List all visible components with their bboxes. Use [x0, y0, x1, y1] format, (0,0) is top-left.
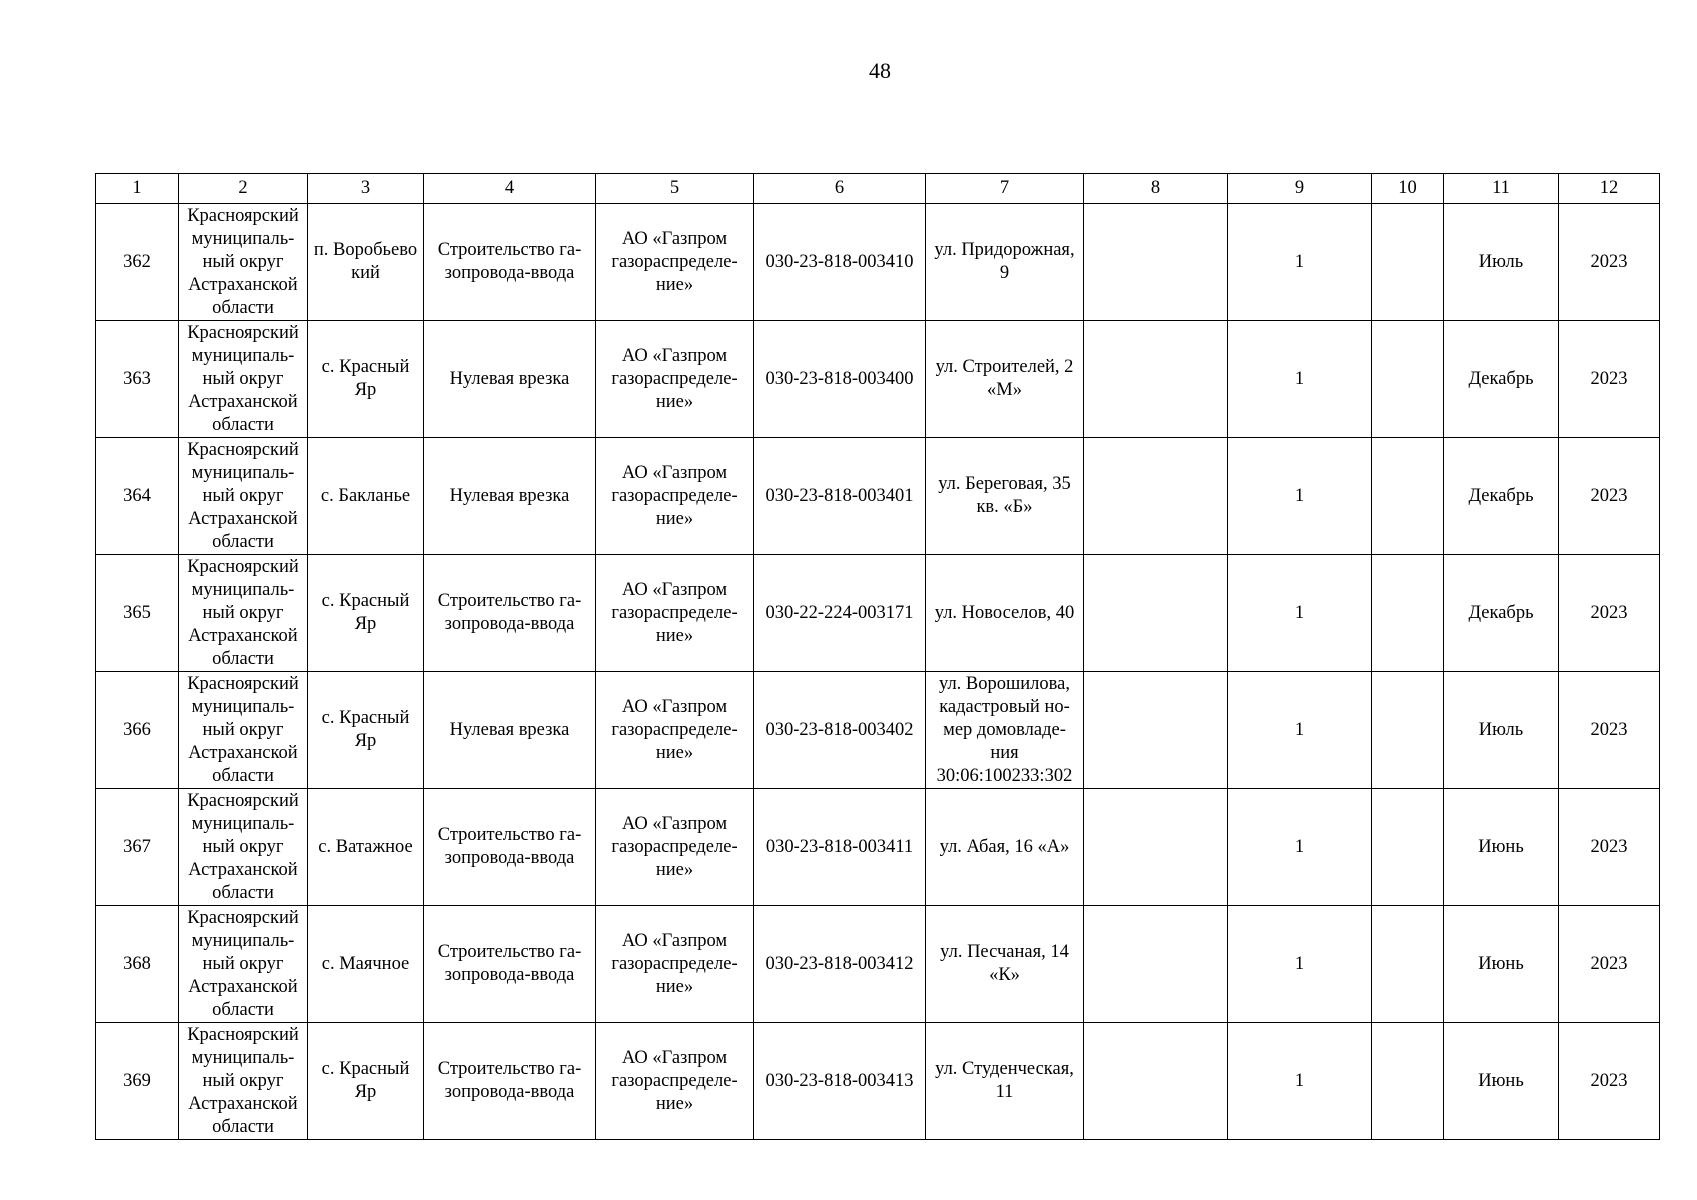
- work-type-cell: Строительство га- зопровода-ввода: [424, 1023, 596, 1140]
- year-cell: 2023: [1559, 1023, 1660, 1140]
- empty-cell: [1084, 438, 1228, 555]
- empty-cell: [1084, 321, 1228, 438]
- address-cell: ул. Строителей, 2 «М»: [926, 321, 1084, 438]
- table-row: [96, 789, 1660, 906]
- row-number-cell: 366: [96, 672, 179, 789]
- address-cell: ул. Новоселов, 40: [926, 555, 1084, 672]
- application-number-cell: 030-23-818-003412: [754, 906, 926, 1023]
- column-header: 12: [1559, 174, 1660, 204]
- table-row: [96, 672, 1660, 789]
- district-cell: Красноярский муниципаль- ный округ Астраханской области: [179, 555, 308, 672]
- column-header: 9: [1228, 174, 1372, 204]
- empty-cell: [1084, 672, 1228, 789]
- table-row: [96, 555, 1660, 672]
- empty-cell: [1084, 1023, 1228, 1140]
- settlement-cell: с. Красный Яр: [308, 321, 424, 438]
- empty-cell: [1372, 555, 1444, 672]
- organization-cell: АО «Газпром газораспределе- ние»: [596, 204, 754, 321]
- application-number-cell: 030-23-818-003400: [754, 321, 926, 438]
- column-header: 7: [926, 174, 1084, 204]
- table-row: [96, 906, 1660, 1023]
- count-cell: 1: [1228, 438, 1372, 555]
- row-number-cell: 364: [96, 438, 179, 555]
- month-cell: Июнь: [1444, 1023, 1559, 1140]
- address-cell: ул. Песчаная, 14 «К»: [926, 906, 1084, 1023]
- month-cell: Декабрь: [1444, 438, 1559, 555]
- district-cell: Красноярский муниципаль- ный округ Астраханской области: [179, 204, 308, 321]
- work-type-cell: Строительство га- зопровода-ввода: [424, 789, 596, 906]
- column-header: 1: [96, 174, 179, 204]
- count-cell: 1: [1228, 906, 1372, 1023]
- table-row: [96, 1023, 1660, 1140]
- settlement-cell: с. Красный Яр: [308, 1023, 424, 1140]
- address-cell: ул. Абая, 16 «А»: [926, 789, 1084, 906]
- application-number-cell: 030-23-818-003402: [754, 672, 926, 789]
- year-cell: 2023: [1559, 321, 1660, 438]
- application-number-cell: 030-23-818-003413: [754, 1023, 926, 1140]
- table-row: [96, 204, 1660, 321]
- work-type-cell: Нулевая врезка: [424, 438, 596, 555]
- settlement-cell: с. Маячное: [308, 906, 424, 1023]
- application-number-cell: 030-23-818-003401: [754, 438, 926, 555]
- work-type-cell: Строительство га- зопровода-ввода: [424, 906, 596, 1023]
- column-header: 11: [1444, 174, 1559, 204]
- settlement-cell: с. Бакланье: [308, 438, 424, 555]
- empty-cell: [1084, 789, 1228, 906]
- year-cell: 2023: [1559, 672, 1660, 789]
- row-number-cell: 367: [96, 789, 179, 906]
- settlement-cell: с. Красный Яр: [308, 555, 424, 672]
- organization-cell: АО «Газпром газораспределе- ние»: [596, 438, 754, 555]
- organization-cell: АО «Газпром газораспределе- ние»: [596, 1023, 754, 1140]
- count-cell: 1: [1228, 672, 1372, 789]
- row-number-cell: 368: [96, 906, 179, 1023]
- district-cell: Красноярский муниципаль- ный округ Астраханской области: [179, 438, 308, 555]
- empty-cell: [1372, 438, 1444, 555]
- registry-table: [95, 173, 1660, 1140]
- column-header: 4: [424, 174, 596, 204]
- year-cell: 2023: [1559, 438, 1660, 555]
- column-header: 2: [179, 174, 308, 204]
- organization-cell: АО «Газпром газораспределе- ние»: [596, 321, 754, 438]
- year-cell: 2023: [1559, 789, 1660, 906]
- district-cell: Красноярский муниципаль- ный округ Астраханской области: [179, 906, 308, 1023]
- empty-cell: [1372, 204, 1444, 321]
- count-cell: 1: [1228, 555, 1372, 672]
- application-number-cell: 030-22-224-003171: [754, 555, 926, 672]
- month-cell: Июнь: [1444, 906, 1559, 1023]
- empty-cell: [1372, 906, 1444, 1023]
- column-header: 6: [754, 174, 926, 204]
- column-header: 10: [1372, 174, 1444, 204]
- column-header: 5: [596, 174, 754, 204]
- year-cell: 2023: [1559, 555, 1660, 672]
- row-number-cell: 365: [96, 555, 179, 672]
- empty-cell: [1372, 321, 1444, 438]
- table-row: [96, 321, 1660, 438]
- empty-cell: [1372, 789, 1444, 906]
- column-header: 3: [308, 174, 424, 204]
- month-cell: Июнь: [1444, 789, 1559, 906]
- month-cell: Июль: [1444, 672, 1559, 789]
- settlement-cell: п. Воробьево кий: [308, 204, 424, 321]
- organization-cell: АО «Газпром газораспределе- ние»: [596, 555, 754, 672]
- column-header: 8: [1084, 174, 1228, 204]
- row-number-cell: 362: [96, 204, 179, 321]
- settlement-cell: с. Ватажное: [308, 789, 424, 906]
- empty-cell: [1372, 672, 1444, 789]
- district-cell: Красноярский муниципаль- ный округ Астраханской области: [179, 321, 308, 438]
- count-cell: 1: [1228, 789, 1372, 906]
- application-number-cell: 030-23-818-003410: [754, 204, 926, 321]
- year-cell: 2023: [1559, 204, 1660, 321]
- address-cell: ул. Береговая, 35 кв. «Б»: [926, 438, 1084, 555]
- empty-cell: [1372, 1023, 1444, 1140]
- address-cell: ул. Придорожная, 9: [926, 204, 1084, 321]
- year-cell: 2023: [1559, 906, 1660, 1023]
- district-cell: Красноярский муниципаль- ный округ Астраханской области: [179, 672, 308, 789]
- settlement-cell: с. Красный Яр: [308, 672, 424, 789]
- count-cell: 1: [1228, 321, 1372, 438]
- address-cell: ул. Ворошилова, кадастровый но- мер домовладе- ния 30:06:100233:302: [926, 672, 1084, 789]
- organization-cell: АО «Газпром газораспределе- ние»: [596, 789, 754, 906]
- work-type-cell: Строительство га- зопровода-ввода: [424, 204, 596, 321]
- organization-cell: АО «Газпром газораспределе- ние»: [596, 672, 754, 789]
- table-row: [96, 438, 1660, 555]
- empty-cell: [1084, 555, 1228, 672]
- application-number-cell: 030-23-818-003411: [754, 789, 926, 906]
- work-type-cell: Нулевая врезка: [424, 321, 596, 438]
- count-cell: 1: [1228, 1023, 1372, 1140]
- month-cell: Декабрь: [1444, 555, 1559, 672]
- organization-cell: АО «Газпром газораспределе- ние»: [596, 906, 754, 1023]
- address-cell: ул. Студенческая, 11: [926, 1023, 1084, 1140]
- work-type-cell: Нулевая врезка: [424, 672, 596, 789]
- row-number-cell: 363: [96, 321, 179, 438]
- month-cell: Декабрь: [1444, 321, 1559, 438]
- column-number-header-row: [96, 174, 1660, 204]
- work-type-cell: Строительство га- зопровода-ввода: [424, 555, 596, 672]
- row-number-cell: 369: [96, 1023, 179, 1140]
- month-cell: Июль: [1444, 204, 1559, 321]
- count-cell: 1: [1228, 204, 1372, 321]
- district-cell: Красноярский муниципаль- ный округ Астраханской области: [179, 1023, 308, 1140]
- page-number: 48: [869, 58, 891, 83]
- empty-cell: [1084, 204, 1228, 321]
- district-cell: Красноярский муниципаль- ный округ Астраханской области: [179, 789, 308, 906]
- empty-cell: [1084, 906, 1228, 1023]
